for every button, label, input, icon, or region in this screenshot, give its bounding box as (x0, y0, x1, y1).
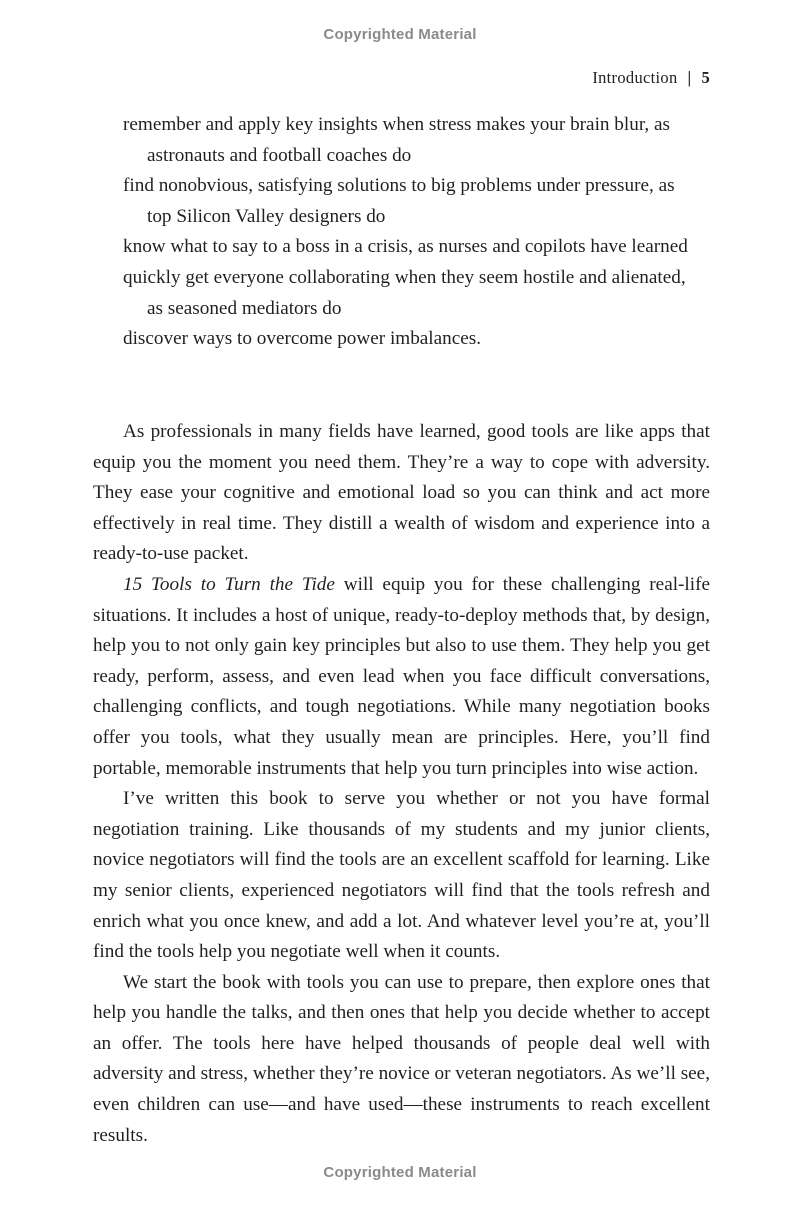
list-item: remember and apply key insights when stress makes your brain blur, as astronauts and football coaches do (123, 114, 671, 166)
bullet-list (123, 110, 703, 355)
paragraph-3: I’ve written this book to serve you whether or not you have formal negotiation training. Like thousands of my students and my junior clients, novice negotiators will find the tools are an excellent scaffold for learning. Like my senior clients, experienced negotiators will find that the tools refresh and enrich what you once knew, and add a lot. And whatever level you’re at, you’ll find the tools help you negotiate well when it counts. (93, 788, 710, 963)
running-head-separator: | (687, 68, 692, 87)
running-head (592, 68, 710, 88)
paragraph-4: We start the book with tools you can use to prepare, then explore ones that help you handle the talks, and then ones that help you decide whether to accept an offer. The tools here have helped thousands of people deal well with adversity and stress, whether they’re novice or veteran negotiators. As we’ll see, even children can use—and have used—these instruments to reach excellent results. (93, 971, 710, 1146)
paragraph-1: As professionals in many fields have learned, good tools are like apps that equip you the moment you need them. They’re a way to cope with adversity. They ease your cognitive and emotional load so you can think and act more effectively in real time. They distill a wealth of wisdom and experience into a ready-to-use packet. (93, 421, 710, 565)
list-item: find nonobvious, satisfying solutions to big problems under pressure, as top Silicon Valley designers do (123, 175, 675, 227)
copyright-watermark-top: Copyrighted Material (323, 26, 477, 43)
list-item: know what to say to a boss in a crisis, as nurses and copilots have learned (123, 236, 688, 258)
page-number: 5 (701, 68, 710, 87)
book-title: 15 Tools to Turn the Tide (123, 573, 335, 595)
list-item: discover ways to overcome power imbalances. (123, 328, 482, 350)
running-head-section: Introduction (592, 68, 678, 87)
body-text (93, 417, 710, 1151)
list-item: quickly get everyone collaborating when they seem hostile and alienated, as seasoned mediators do (123, 266, 686, 319)
copyright-watermark-bottom: Copyrighted Material (323, 1164, 477, 1181)
paragraph-2 (93, 570, 710, 784)
paragraph-2-text: will equip you for these challenging real-life situations. It includes a host of unique, ready-to-deploy methods that, by design, help you to not only gain key principles but also to use them. They help you get ready, perform, assess, and even lead when you face difficult conversations, challenging conflicts, and tough negotiations. While many negotiation books offer you tools, what they usually mean are principles. Here, you’ll find portable, memorable instruments that help you turn principles into wise action. (93, 573, 710, 779)
